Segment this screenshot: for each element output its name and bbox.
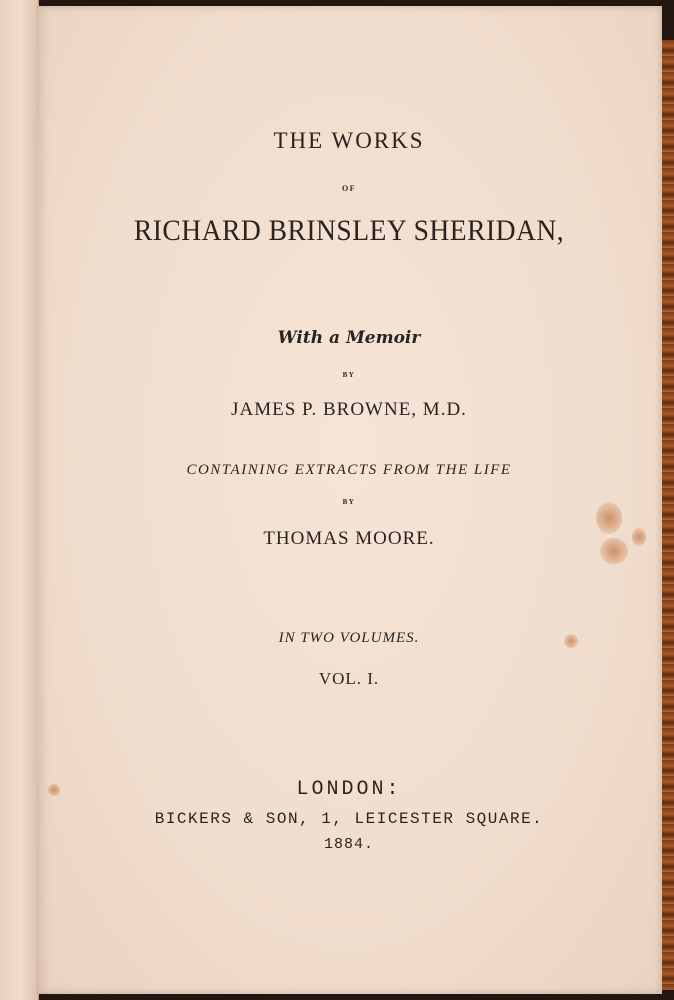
- extracts-line: CONTAINING EXTRACTS FROM THE LIFE: [186, 462, 512, 478]
- publisher-name: BICKERS & SON, 1, LEICESTER SQUARE.: [154, 810, 544, 828]
- author-name: RICHARD BRINSLEY SHERIDAN,: [133, 214, 565, 247]
- foxing-spot: [48, 784, 60, 796]
- by-word-editor: BY: [342, 371, 356, 379]
- by-word-biographer: BY: [342, 498, 356, 506]
- publication-year: 1884.: [323, 836, 374, 853]
- of-word: OF: [341, 184, 357, 193]
- book-title: THE WORKS: [273, 128, 425, 153]
- volumes-line: IN TWO VOLUMES.: [278, 630, 420, 646]
- foxing-spot: [600, 538, 628, 564]
- editor-name: JAMES P. BROWNE, M.D.: [231, 399, 467, 420]
- biographer-name: THOMAS MOORE.: [263, 528, 435, 549]
- title-page: [36, 6, 662, 994]
- foxing-spot: [564, 634, 578, 648]
- memoir-line: With a Memoir: [277, 328, 421, 348]
- foxing-spot: [596, 502, 622, 534]
- volume-number: VOL. I.: [318, 669, 380, 688]
- foxing-spot: [632, 528, 646, 546]
- previous-leaf-edge: [0, 0, 39, 1000]
- book-binding-edge: [660, 40, 674, 990]
- publisher-city: LONDON:: [296, 778, 402, 801]
